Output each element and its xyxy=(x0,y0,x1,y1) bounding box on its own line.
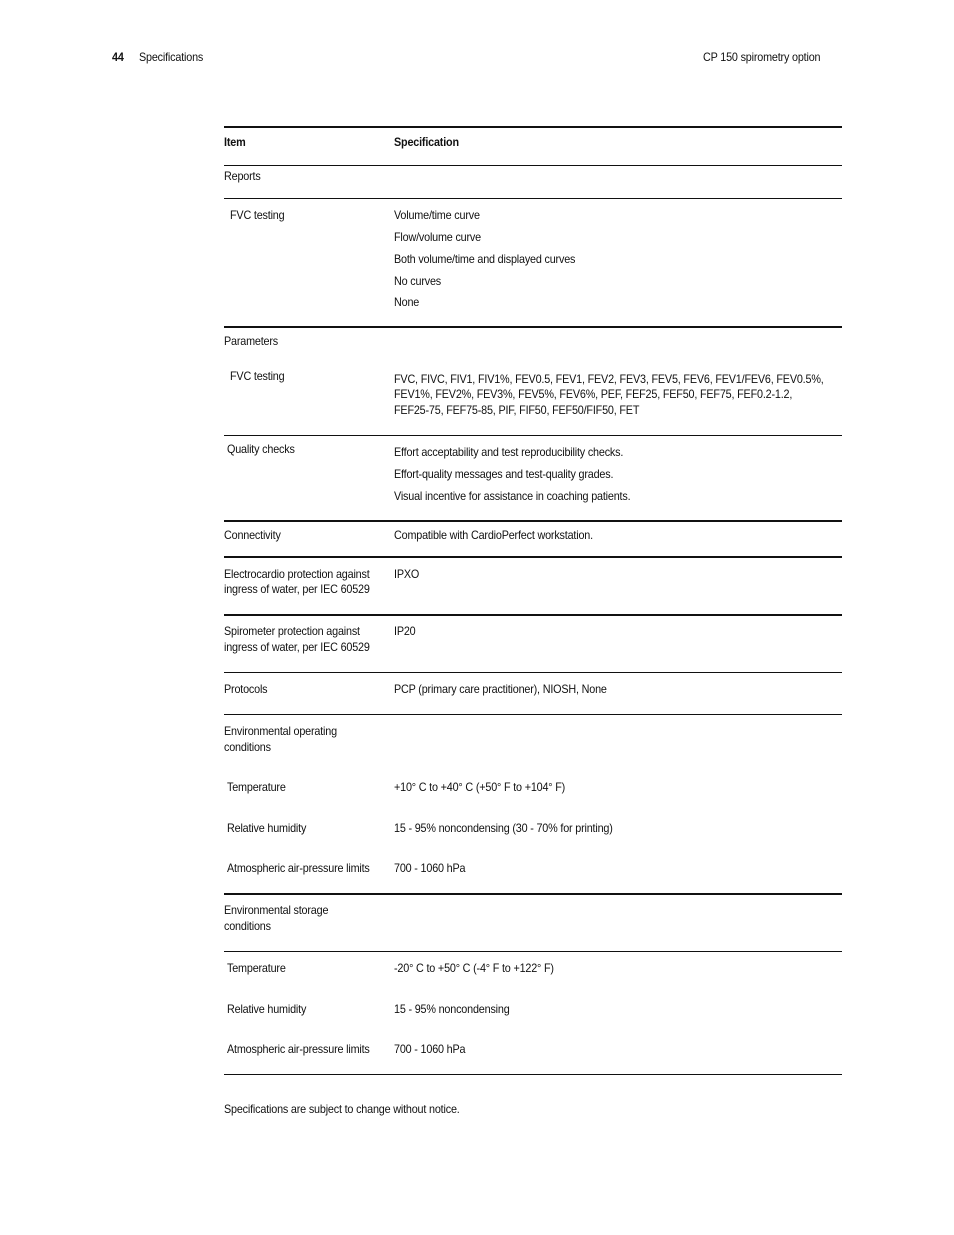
spirometer-label-line: ingress of water, per IEC 60529 xyxy=(224,640,370,654)
fvc-testing-label: FVC testing xyxy=(230,208,285,222)
electrocardio-label-line: ingress of water, per IEC 60529 xyxy=(224,582,370,596)
quality-checks-label: Quality checks xyxy=(227,442,295,456)
report-option: Flow/volume curve xyxy=(394,230,481,244)
electrocardio-label-line: Electrocardio protection against xyxy=(224,567,370,581)
spirometer-spec: IP20 xyxy=(394,624,416,638)
page-number: 44 xyxy=(112,50,124,64)
connectivity-spec: Compatible with CardioPerfect workstation. xyxy=(394,528,593,542)
report-option: No curves xyxy=(394,274,441,288)
parameter-list-line: FEV1%, FEV2%, FEV3%, FEV5%, FEV6%, PEF, FEF25, FEF50, FEF75, FEF0.2-1.2, xyxy=(394,387,793,401)
quality-check-item: Effort acceptability and test reproducibility checks. xyxy=(394,445,624,459)
reports-label: Reports xyxy=(224,169,261,183)
protocols-spec: PCP (primary care practitioner), NIOSH, None xyxy=(394,682,607,696)
electrocardio-spec: IPXO xyxy=(394,567,420,581)
header-rule xyxy=(224,165,842,166)
pressure-label: Atmospheric air-pressure limits xyxy=(227,1042,370,1056)
temperature-label: Temperature xyxy=(227,961,286,975)
parameter-list-line: FEF25-75, FEF75-85, PIF, FIF50, FEF50/FIF50, FET xyxy=(394,403,640,417)
section-rule xyxy=(224,326,842,328)
section-rule xyxy=(224,556,842,558)
row-rule xyxy=(224,672,842,673)
row-rule xyxy=(224,951,842,952)
temperature-spec: +10° C to +40° C (+50° F to +104° F) xyxy=(394,780,566,794)
report-option: Volume/time curve xyxy=(394,208,480,222)
fvc-testing-label: FVC testing xyxy=(230,369,285,383)
humidity-label: Relative humidity xyxy=(227,1002,307,1016)
spirometer-label-line: Spirometer protection against xyxy=(224,624,360,638)
temperature-label: Temperature xyxy=(227,780,286,794)
row-rule xyxy=(224,435,842,436)
section-rule xyxy=(224,520,842,522)
table-bottom-rule xyxy=(224,1074,842,1075)
protocols-label: Protocols xyxy=(224,682,268,696)
pressure-spec: 700 - 1060 hPa xyxy=(394,1042,466,1056)
footnote: Specifications are subject to change without notice. xyxy=(224,1102,460,1116)
section-rule xyxy=(224,614,842,616)
column-header-specification: Specification xyxy=(394,135,459,149)
column-header-item: Item xyxy=(224,135,246,149)
temperature-spec: -20° C to +50° C (-4° F to +122° F) xyxy=(394,961,554,975)
humidity-label: Relative humidity xyxy=(227,821,307,835)
env-storage-label-line: Environmental storage xyxy=(224,903,329,917)
quality-check-item: Visual incentive for assistance in coaching patients. xyxy=(394,489,631,503)
report-option: Both volume/time and displayed curves xyxy=(394,252,576,266)
humidity-spec: 15 - 95% noncondensing xyxy=(394,1002,510,1016)
parameter-list-line: FVC, FIVC, FIV1, FIV1%, FEV0.5, FEV1, FEV2, FEV3, FEV5, FEV6, FEV1/FEV6, FEV0.5%, xyxy=(394,372,824,386)
table-top-rule xyxy=(224,126,842,128)
report-option: None xyxy=(394,295,420,309)
document-title: CP 150 spirometry option xyxy=(703,50,821,64)
pressure-label: Atmospheric air-pressure limits xyxy=(227,861,370,875)
env-storage-label-line: conditions xyxy=(224,919,271,933)
row-rule xyxy=(224,198,842,199)
env-operating-label-line: conditions xyxy=(224,740,271,754)
env-operating-label-line: Environmental operating xyxy=(224,724,337,738)
parameters-label: Parameters xyxy=(224,334,279,348)
connectivity-label: Connectivity xyxy=(224,528,281,542)
humidity-spec: 15 - 95% noncondensing (30 - 70% for printing) xyxy=(394,821,613,835)
quality-check-item: Effort-quality messages and test-quality grades. xyxy=(394,467,614,481)
section-title: Specifications xyxy=(139,50,204,64)
row-rule xyxy=(224,714,842,715)
pressure-spec: 700 - 1060 hPa xyxy=(394,861,466,875)
section-rule xyxy=(224,893,842,895)
